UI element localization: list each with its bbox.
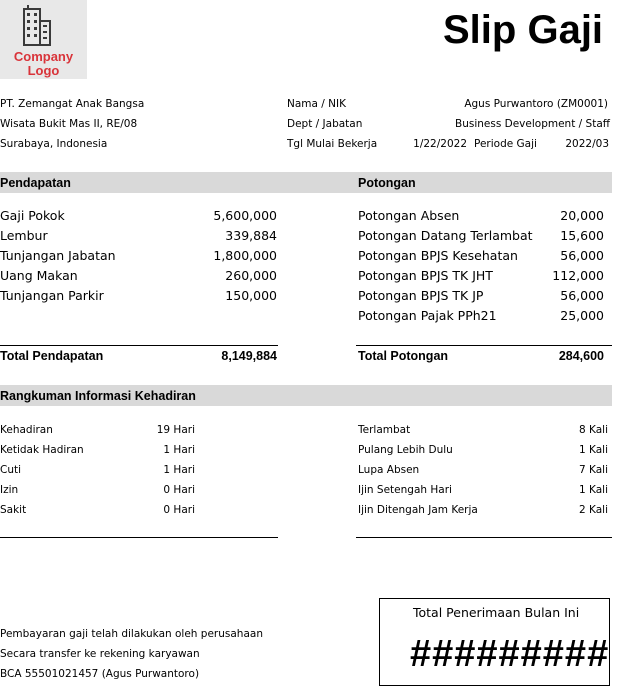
kehadiran-value: 8 Kali: [579, 424, 608, 436]
divider: [356, 537, 612, 538]
kehadiran-value: 0 Hari: [163, 504, 195, 516]
kehadiran-header: Rangkuman Informasi Kehadiran: [0, 389, 196, 403]
pendapatan-label: Tunjangan Parkir: [0, 288, 104, 303]
tgl-value: 1/22/2022: [413, 138, 467, 150]
potongan-value: 112,000: [552, 268, 604, 283]
total-penerimaan-value: #########: [410, 633, 610, 675]
footer-line-2: Secara transfer ke rekening karyawan: [0, 648, 200, 660]
pendapatan-label: Gaji Pokok: [0, 208, 65, 223]
potongan-label: Potongan Absen: [358, 208, 460, 223]
potongan-value: 25,000: [560, 308, 604, 323]
potongan-label: Potongan BPJS TK JHT: [358, 268, 493, 283]
dept-label: Dept / Jabatan: [287, 118, 363, 130]
kehadiran-value: 1 Hari: [163, 444, 195, 456]
company-address-1: Wisata Bukit Mas II, RE/08: [0, 118, 138, 130]
pendapatan-label: Tunjangan Jabatan: [0, 248, 116, 263]
pendapatan-header: Pendapatan: [0, 176, 71, 190]
potongan-label: Potongan BPJS Kesehatan: [358, 248, 518, 263]
pendapatan-label: Uang Makan: [0, 268, 78, 283]
nama-value: Agus Purwantoro (ZM0001): [464, 98, 608, 110]
potongan-label: Potongan BPJS TK JP: [358, 288, 484, 303]
potongan-header: Potongan: [358, 176, 416, 190]
footer-line-3: BCA 55501021457 (Agus Purwantoro): [0, 668, 200, 680]
kehadiran-label: Kehadiran: [0, 424, 53, 436]
total-potongan-label: Total Potongan: [358, 349, 449, 363]
kehadiran-value: 1 Hari: [163, 464, 195, 476]
potongan-label: Potongan Pajak PPh21: [358, 308, 497, 323]
kehadiran-value: 2 Kali: [579, 504, 608, 516]
pendapatan-value: 339,884: [225, 228, 277, 243]
building-icon: [20, 3, 52, 47]
kehadiran-label: Ijin Ditengah Jam Kerja: [358, 504, 478, 516]
kehadiran-label: Terlambat: [358, 424, 411, 436]
pendapatan-label: Lembur: [0, 228, 48, 243]
potongan-value: 20,000: [560, 208, 604, 223]
section-header-band: [0, 172, 612, 193]
page-title: Slip Gaji: [443, 8, 604, 52]
company-name: PT. Zemangat Anak Bangsa: [0, 98, 145, 110]
total-potongan-value: 284,600: [558, 349, 604, 363]
kehadiran-value: 1 Kali: [579, 444, 608, 456]
potongan-value: 56,000: [560, 288, 604, 303]
kehadiran-label: Lupa Absen: [358, 464, 420, 476]
divider: [0, 537, 278, 538]
nama-label: Nama / NIK: [287, 98, 347, 110]
divider: [0, 345, 278, 346]
kehadiran-label: Izin: [0, 484, 19, 496]
kehadiran-label: Ketidak Hadiran: [0, 444, 84, 456]
footer-line-1: Pembayaran gaji telah dilakukan oleh perusahaan: [0, 628, 263, 640]
company-logo: [0, 0, 87, 79]
total-penerimaan-label: Total Penerimaan Bulan Ini: [413, 605, 580, 620]
kehadiran-value: 19 Hari: [156, 424, 195, 436]
potongan-value: 56,000: [560, 248, 604, 263]
pendapatan-value: 260,000: [225, 268, 277, 283]
kehadiran-value: 0 Hari: [163, 484, 195, 496]
logo-text-line1: Company: [13, 49, 74, 64]
kehadiran-label: Cuti: [0, 464, 22, 476]
periode-value: 2022/03: [565, 138, 609, 150]
total-pendapatan-value: 8,149,884: [221, 349, 277, 363]
pendapatan-value: 5,600,000: [213, 208, 277, 223]
kehadiran-label: Sakit: [0, 504, 27, 516]
dept-value: Business Development / Staff: [455, 118, 610, 130]
logo-text-line2: Logo: [27, 63, 60, 78]
periode-label: Periode Gaji: [474, 138, 537, 150]
kehadiran-value: 7 Kali: [579, 464, 608, 476]
kehadiran-value: 1 Kali: [579, 484, 608, 496]
potongan-value: 15,600: [560, 228, 604, 243]
pendapatan-value: 1,800,000: [213, 248, 277, 263]
total-pendapatan-label: Total Pendapatan: [0, 349, 104, 363]
company-address-2: Surabaya, Indonesia: [0, 138, 108, 150]
potongan-label: Potongan Datang Terlambat: [358, 228, 533, 243]
tgl-label: Tgl Mulai Bekerja: [287, 138, 378, 150]
divider: [356, 345, 612, 346]
kehadiran-label: Ijin Setengah Hari: [358, 484, 452, 496]
pendapatan-value: 150,000: [225, 288, 277, 303]
kehadiran-label: Pulang Lebih Dulu: [358, 444, 453, 456]
